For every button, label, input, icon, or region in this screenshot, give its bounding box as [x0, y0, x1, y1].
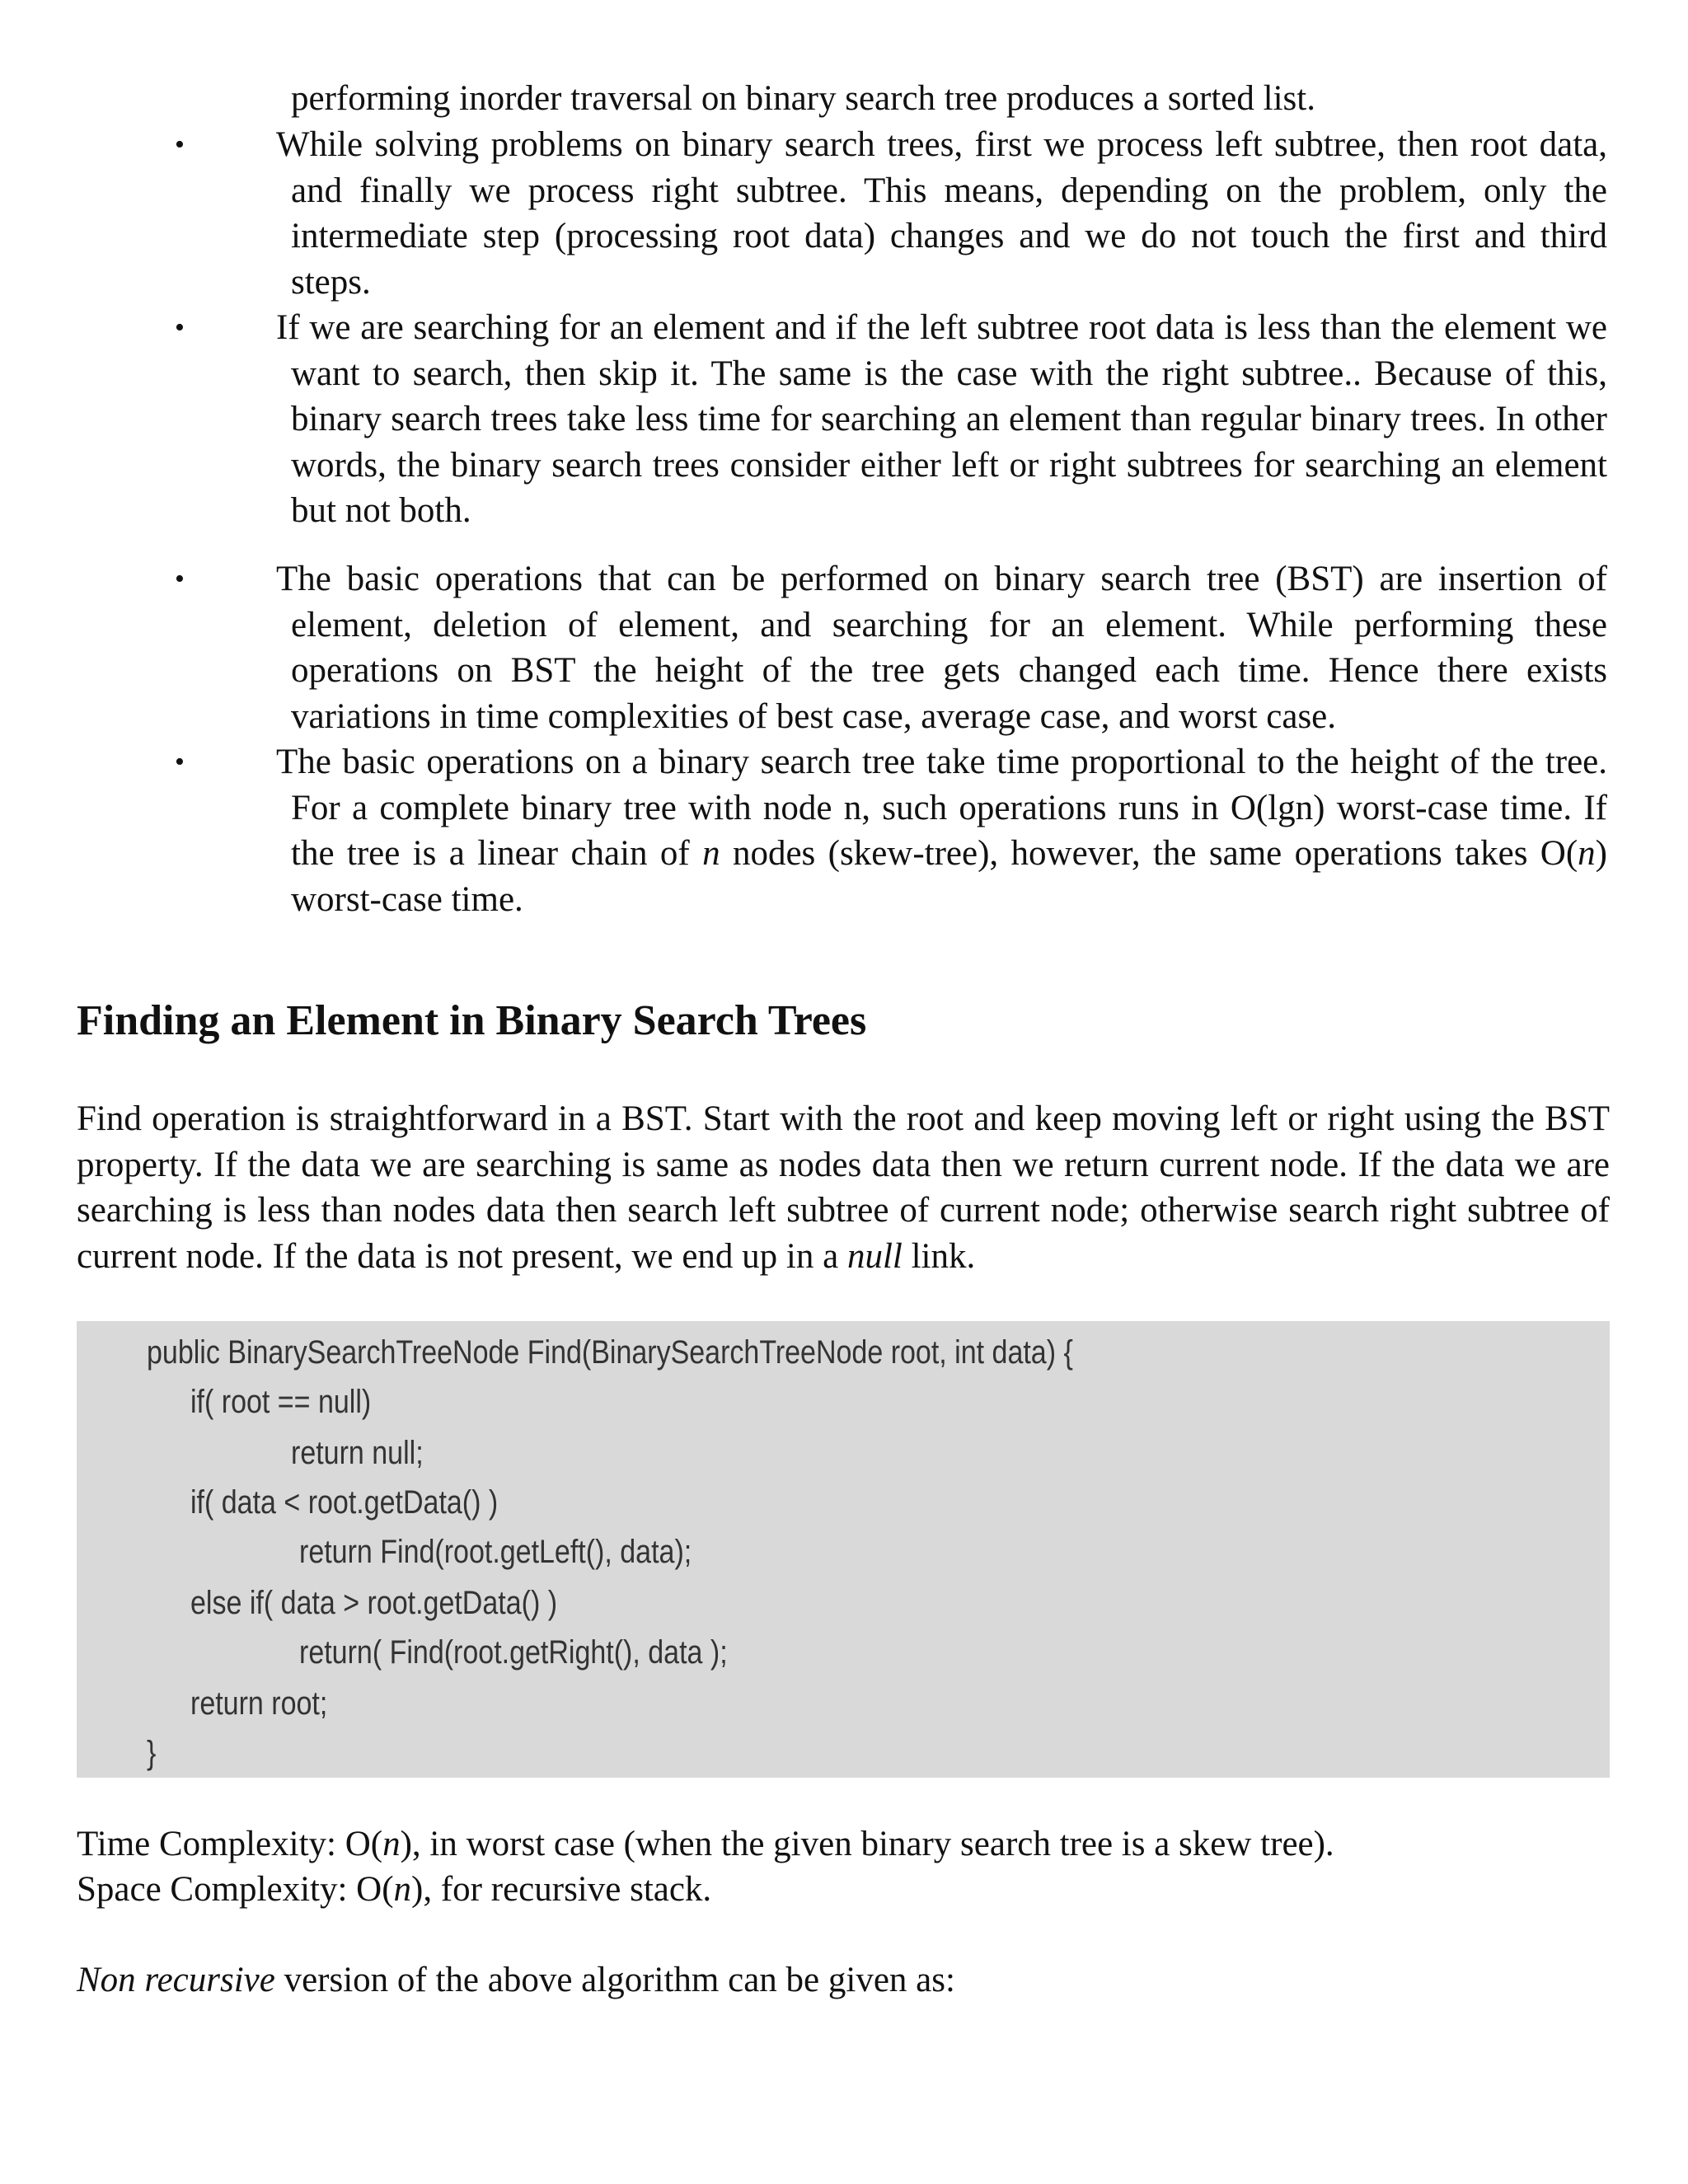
bullet-text: The basic operations that can be performed on binary search tree (BST) are insertion of element, deletion of element, and searching for an element. While performing these operations on BST the height of the tree gets changed each time. Hence there exists variations in time complexities of best case, average case, and worst case.: [276, 560, 1607, 736]
bullet-item: [165, 122, 1607, 305]
continuation-line: performing inorder traversal on binary search tree produces a sorted list.: [291, 79, 1315, 118]
code-line: }: [147, 1735, 157, 1771]
bullet-text: The basic operations on a binary search tree take time proportional to the height of the tree. For a complete binary tree with node n, such operations runs in O(lgn) worst-case time. If the tree is a linear chain of n nodes (skew-tree), however, the same operations takes O(n) worst-case time.: [276, 743, 1607, 919]
bullet-marker: •: [175, 129, 185, 160]
bullet-marker: •: [175, 312, 185, 343]
code-line: if( root == null): [190, 1384, 372, 1420]
code-line: else if( data > root.getData() ): [190, 1585, 558, 1621]
bullet-item: [165, 556, 1607, 739]
bullet-text: While solving problems on binary search trees, first we process left subtree, then root data, and finally we process right subtree. This means, depending on the problem, only the intermediate step (processing root data) changes and we do not touch the first and third steps.: [276, 125, 1607, 302]
non-recursive-intro: Non recursive version of the above algorithm can be given as:: [77, 1961, 955, 1999]
bullet-marker: •: [175, 747, 185, 777]
section-heading: Finding an Element in Binary Search Trees: [77, 997, 867, 1044]
bullet-item: [165, 739, 1607, 922]
bullet-text: If we are searching for an element and if the left subtree root data is less than the element we want to search, then skip it. The same is the case with the right subtree.. Because of this, binary search trees take less time for searching an element than regular binary trees. In other words, the binary search trees consider either left or right subtrees for searching an element but not both.: [276, 308, 1607, 530]
bullet-marker: •: [175, 564, 185, 594]
code-line: public BinarySearchTreeNode Find(BinarySearchTreeNode root, int data) {: [147, 1334, 1073, 1371]
space-complexity: Space Complexity: O(n), for recursive stack.: [77, 1870, 712, 1909]
code-line: if( data < root.getData() ): [190, 1484, 499, 1521]
null-emphasis: null: [846, 1236, 903, 1276]
bullet-item: [165, 305, 1607, 534]
code-block: [77, 1321, 1610, 1778]
code-line: return root;: [190, 1685, 328, 1722]
code-line: return( Find(root.getRight(), data );: [299, 1634, 728, 1671]
code-line: return Find(root.getLeft(), data);: [299, 1534, 692, 1570]
time-complexity: Time Complexity: O(n), in worst case (when the given binary search tree is a skew tree).: [77, 1825, 1334, 1863]
code-line: return null;: [291, 1435, 424, 1471]
body-paragraph: Find operation is straightforward in a BST. Start with the root and keep moving left or right using the BST property. If the data we are searching is same as nodes data then we return current node. If the data we are searching is less than nodes data then search left subtree of current node; otherwise search right subtree of current node. If the data is not present, we end up in a null link.: [77, 1099, 1610, 1276]
